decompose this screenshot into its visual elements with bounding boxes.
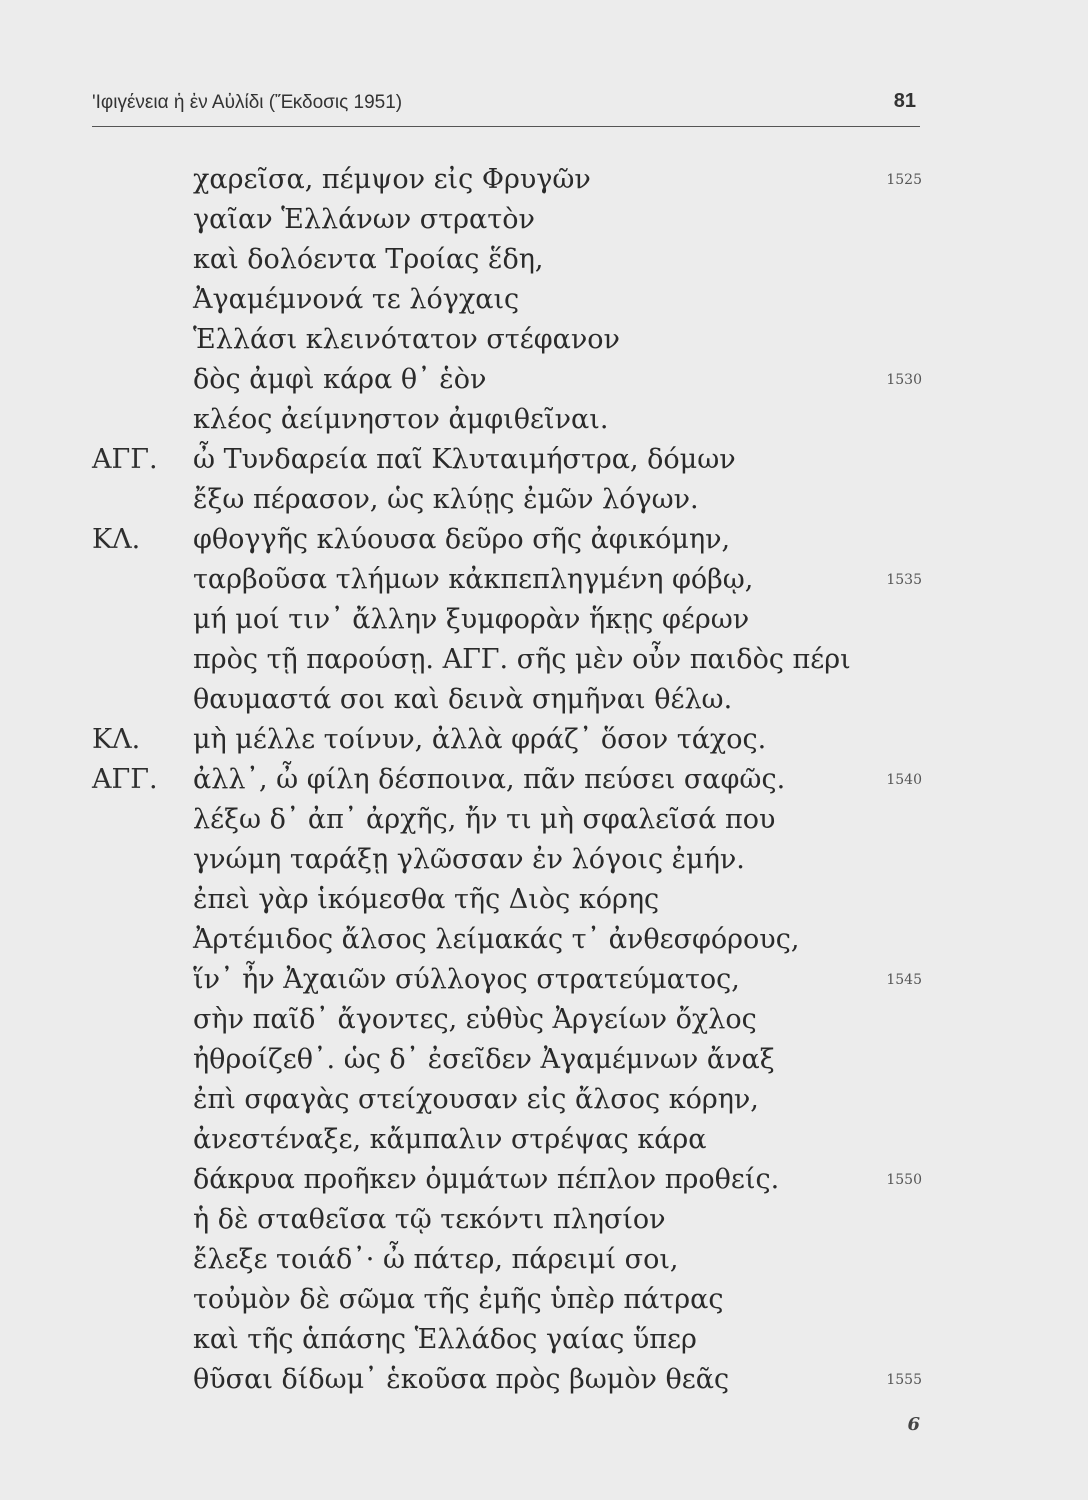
verse-line bbox=[0, 560, 1088, 600]
verse-text: ὦ Τυνδαρεία παῖ Κλυταιμήστρα, δόμων bbox=[193, 444, 736, 475]
verse-text bbox=[193, 640, 851, 680]
verse-line bbox=[0, 160, 1088, 200]
verse-line bbox=[0, 720, 1088, 760]
verse-line bbox=[0, 520, 1088, 560]
verse-text: ἐπὶ σφαγὰς στείχουσαν εἰς ἄλσος κόρην, bbox=[193, 1084, 759, 1115]
verse-line bbox=[0, 360, 1088, 400]
verse-text-part: πρὸς τῇ παρούσῃ. bbox=[193, 644, 434, 675]
verse-text: κλέος ἀείμνηστον ἀμφιθεῖναι. bbox=[193, 404, 609, 435]
verse-text: ἵν᾽ ἦν Ἀχαιῶν σύλλογος στρατεύματος, bbox=[193, 964, 740, 995]
verse-text: μή μοί τιν᾽ ἄλλην ξυμφορὰν ἥκῃς φέρων bbox=[193, 604, 750, 635]
verse-text: καὶ δολόεντα Τροίας ἕδη, bbox=[193, 244, 544, 275]
speaker-label: ΚΛ. bbox=[92, 524, 141, 555]
inline-speaker-label: ΑΓΓ. bbox=[442, 644, 509, 675]
verse-line bbox=[0, 1240, 1088, 1280]
line-number: 1555 bbox=[886, 1372, 922, 1388]
verse-line bbox=[0, 1160, 1088, 1200]
line-number: 1550 bbox=[886, 1172, 922, 1188]
signature-mark: 6 bbox=[907, 1414, 920, 1435]
verse-line bbox=[0, 200, 1088, 240]
verse-line bbox=[0, 680, 1088, 720]
verse-line bbox=[0, 640, 1088, 680]
line-number: 1535 bbox=[886, 572, 922, 588]
verse-text: δάκρυα προῆκεν ὀμμάτων πέπλον προθείς. bbox=[193, 1164, 780, 1195]
verse-text: Ἀγαμέμνονά τε λόγχαις bbox=[193, 284, 520, 315]
verse-line bbox=[0, 880, 1088, 920]
page-header bbox=[92, 86, 920, 127]
verse-text: χαρεῖσα, πέμψον εἰς Φρυγῶν bbox=[193, 164, 591, 195]
verse-text: δὸς ἀμφὶ κάρα θ᾽ ἑὸν bbox=[193, 364, 487, 395]
verse-text: ἀλλ᾽, ὦ φίλη δέσποινα, πᾶν πεύσει σαφῶς. bbox=[193, 764, 786, 795]
verse-text: ἐπεὶ γὰρ ἱκόμεσθα τῆς Διὸς κόρης bbox=[193, 884, 660, 915]
verse-line bbox=[0, 1000, 1088, 1040]
verse-text: σὴν παῖδ᾽ ἄγοντες, εὐθὺς Ἀργείων ὄχλος bbox=[193, 1004, 757, 1035]
verse-line bbox=[0, 1200, 1088, 1240]
verse-line bbox=[0, 1280, 1088, 1320]
verse-line bbox=[0, 440, 1088, 480]
page-number: 81 bbox=[893, 90, 916, 112]
verse-text-part: σῆς μὲν οὖν παιδὸς πέρι bbox=[516, 644, 851, 675]
verse-text: ἔξω πέρασον, ὡς κλύῃς ἐμῶν λόγων. bbox=[193, 484, 699, 515]
verse-text: ἔλεξε τοιάδ᾽· ὦ πάτερ, πάρειμί σοι, bbox=[193, 1244, 679, 1275]
verse-text: ἠθροίζεθ᾽. ὡς δ᾽ ἐσεῖδεν Ἀγαμέμνων ἄναξ bbox=[193, 1044, 775, 1075]
verse-text: μὴ μέλλε τοίνυν, ἀλλὰ φράζ᾽ ὅσον τάχος. bbox=[193, 724, 767, 755]
verse-line bbox=[0, 280, 1088, 320]
verse-line bbox=[0, 920, 1088, 960]
speaker-label: ΚΛ. bbox=[92, 724, 141, 755]
verse-line bbox=[0, 1040, 1088, 1080]
verse-text: θῦσαι δίδωμ᾽ ἑκοῦσα πρὸς βωμὸν θεᾶς bbox=[193, 1364, 730, 1395]
verse-line bbox=[0, 960, 1088, 1000]
verse-text: φθογγῆς κλύουσα δεῦρο σῆς ἀφικόμην, bbox=[193, 524, 731, 555]
line-number: 1545 bbox=[886, 972, 922, 988]
verse-line bbox=[0, 1120, 1088, 1160]
line-number: 1540 bbox=[886, 772, 922, 788]
verse-line bbox=[0, 240, 1088, 280]
verse-line bbox=[0, 480, 1088, 520]
verse-line bbox=[0, 320, 1088, 360]
verse-text: τοὐμὸν δὲ σῶμα τῆς ἐμῆς ὑπὲρ πάτρας bbox=[193, 1284, 724, 1315]
verse-line bbox=[0, 840, 1088, 880]
verse-line bbox=[0, 600, 1088, 640]
verse-line bbox=[0, 800, 1088, 840]
verse-block bbox=[0, 160, 1088, 1400]
verse-text: λέξω δ᾽ ἀπ᾽ ἀρχῆς, ἤν τι μὴ σφαλεῖσά που bbox=[193, 804, 776, 835]
verse-line bbox=[0, 1080, 1088, 1120]
line-number: 1530 bbox=[886, 372, 922, 388]
speaker-label: ΑΓΓ. bbox=[92, 444, 158, 475]
verse-text: ταρβοῦσα τλήμων κἀκπεπληγμένη φόβῳ, bbox=[193, 564, 754, 595]
verse-text: Ἀρτέμιδος ἄλσος λείμακάς τ᾽ ἀνθεσφόρους, bbox=[193, 924, 800, 955]
verse-text: ἡ δὲ σταθεῖσα τῷ τεκόντι πλησίον bbox=[193, 1204, 666, 1235]
verse-text: θαυμαστά σοι καὶ δεινὰ σημῆναι θέλω. bbox=[193, 684, 733, 715]
verse-text: ἀνεστέναξε, κἄμπαλιν στρέψας κάρα bbox=[193, 1124, 707, 1155]
line-number: 1525 bbox=[886, 172, 922, 188]
verse-line bbox=[0, 1320, 1088, 1360]
verse-text: Ἑλλάσι κλεινότατον στέφανον bbox=[193, 324, 620, 355]
verse-line bbox=[0, 1360, 1088, 1400]
running-title: 'Ιφιγένεια ἡ ἐν Αὐλίδι (Ἔκδοσις 1951) bbox=[92, 92, 403, 113]
verse-text: γαῖαν Ἑλλάνων στρατὸν bbox=[193, 204, 535, 235]
verse-line bbox=[0, 400, 1088, 440]
verse-text: γνώμη ταράξῃ γλῶσσαν ἐν λόγοις ἐμήν. bbox=[193, 844, 745, 875]
verse-line bbox=[0, 760, 1088, 800]
speaker-label: ΑΓΓ. bbox=[92, 764, 158, 795]
verse-text: καὶ τῆς ἁπάσης Ἑλλάδος γαίας ὕπερ bbox=[193, 1324, 697, 1355]
